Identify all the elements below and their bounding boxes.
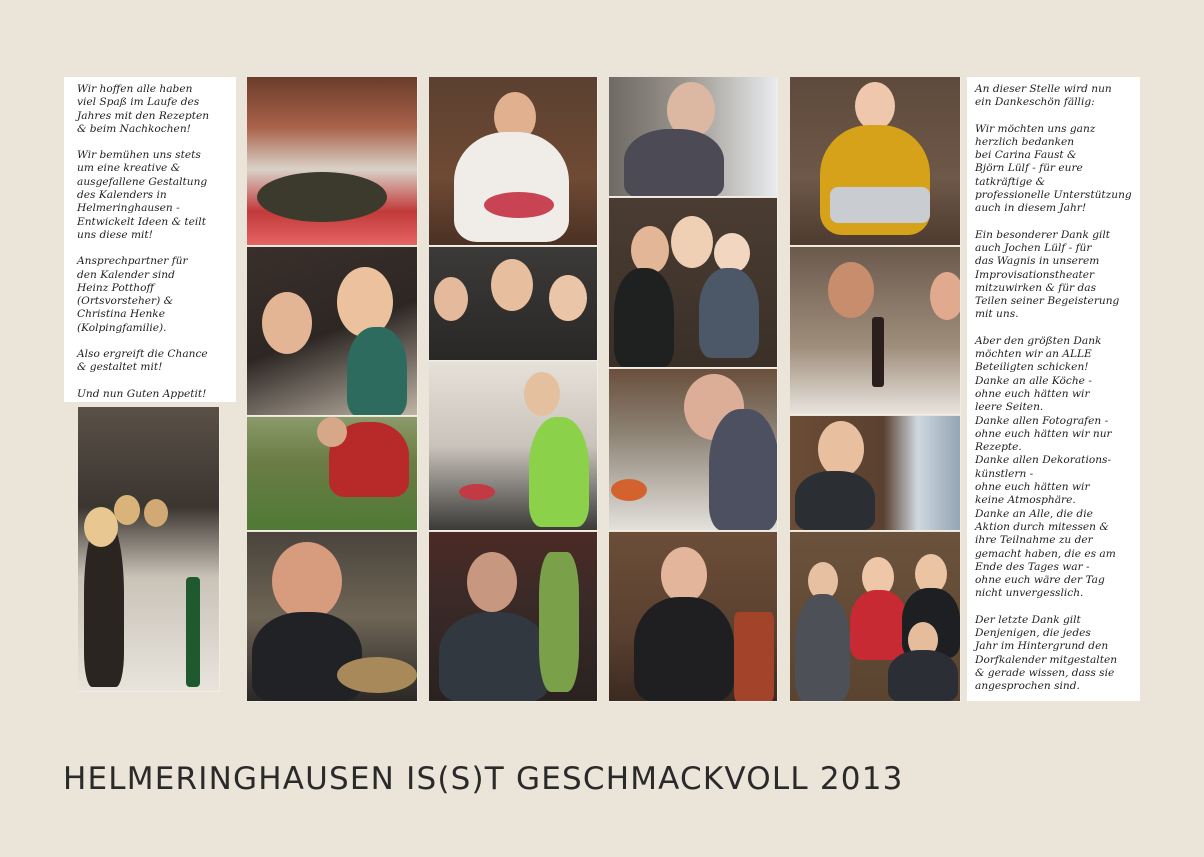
photo-boy-window xyxy=(790,416,961,531)
right-paragraph-5: Der letzte Dank gilt Denjenigen, die jedes Jahr im Hintergrund den Dorfkalender mitgestalten & gerade wissen, dass sie angesprochen sind. xyxy=(975,613,1118,693)
photo-two-at-table xyxy=(790,247,961,415)
right-paragraph-2: Wir möchten uns ganz herzlich bedanken bei Carina Faust & Björn Lülf - für eure tatkräftige & professionelle Unterstützung auch in diesem Jahr! xyxy=(975,122,1132,215)
photo-man-fish xyxy=(247,532,418,702)
right-paragraph-4: Aber den größten Dank möchten wir an ALLE Beteiligten schicken! Danke an alle Köche - ohne euch hätten wir leere Seiten. Danke allen Fotografen - ohne euch hätten wir nur Rezepte. Danke allen Dekorations- künstlern - ohne euch hätten wir keine Atmosphäre. Danke an Alle, die die Aktion durch mitessen & ihre Teilnahme zu der gemacht haben, die es am Ende des Tages war - ohne euch wäre der Tag nicht unvergesslich. xyxy=(975,334,1116,600)
left-paragraph-3: Ansprechpartner für den Kalender sind Heinz Potthoff (Ortsvorsteher) & Christina Henke (Kolpingfamilie). xyxy=(77,255,188,334)
photo-three-friends xyxy=(429,247,598,361)
photo-dinner-table xyxy=(78,407,220,692)
photo-woman-plant xyxy=(429,532,598,702)
right-paragraph-3: Ein besonderer Dank gilt auch Jochen Lülf - für das Wagnis in unserem Improvisationstheater mitzuwirken & für das Teilen seiner Begeisterung mit uns. xyxy=(975,228,1120,321)
photo-group-kids xyxy=(790,532,961,702)
left-text-panel xyxy=(64,77,236,402)
photo-food-plate xyxy=(247,77,418,246)
photo-family-baby xyxy=(609,198,778,368)
right-text-panel xyxy=(967,77,1140,701)
photo-two-girls xyxy=(247,247,418,416)
calendar-title: HELMERINGHAUSEN IS(S)T GESCHMACKVOLL 2013 xyxy=(63,761,904,797)
photo-garden xyxy=(247,417,418,531)
photo-elderly-woman xyxy=(609,77,778,197)
photo-woman-cooking xyxy=(609,369,778,531)
left-paragraph-1: Wir hoffen alle haben viel Spaß im Laufe des Jahres mit den Rezepten & beim Nachkochen! xyxy=(77,83,210,135)
right-paragraph-1: An dieser Stelle wird nun ein Dankeschön fällig: xyxy=(975,83,1112,109)
left-paragraph-4: Also ergreift die Chance & gestaltet mit! xyxy=(77,348,208,374)
left-paragraph-5: Und nun Guten Appetit! xyxy=(77,387,207,400)
photo-woman-cake xyxy=(429,77,598,246)
photo-woman-drinking xyxy=(609,532,778,702)
left-paragraph-2: Wir bemühen uns stets um eine kreative & ausgefallene Gestaltung des Kalenders in Helmeringhausen - Entwickelt Ideen & teilt uns diese mit! xyxy=(77,149,208,241)
photo-woman-chafing-dish xyxy=(790,77,961,246)
photo-girl-kitchen xyxy=(429,362,598,531)
